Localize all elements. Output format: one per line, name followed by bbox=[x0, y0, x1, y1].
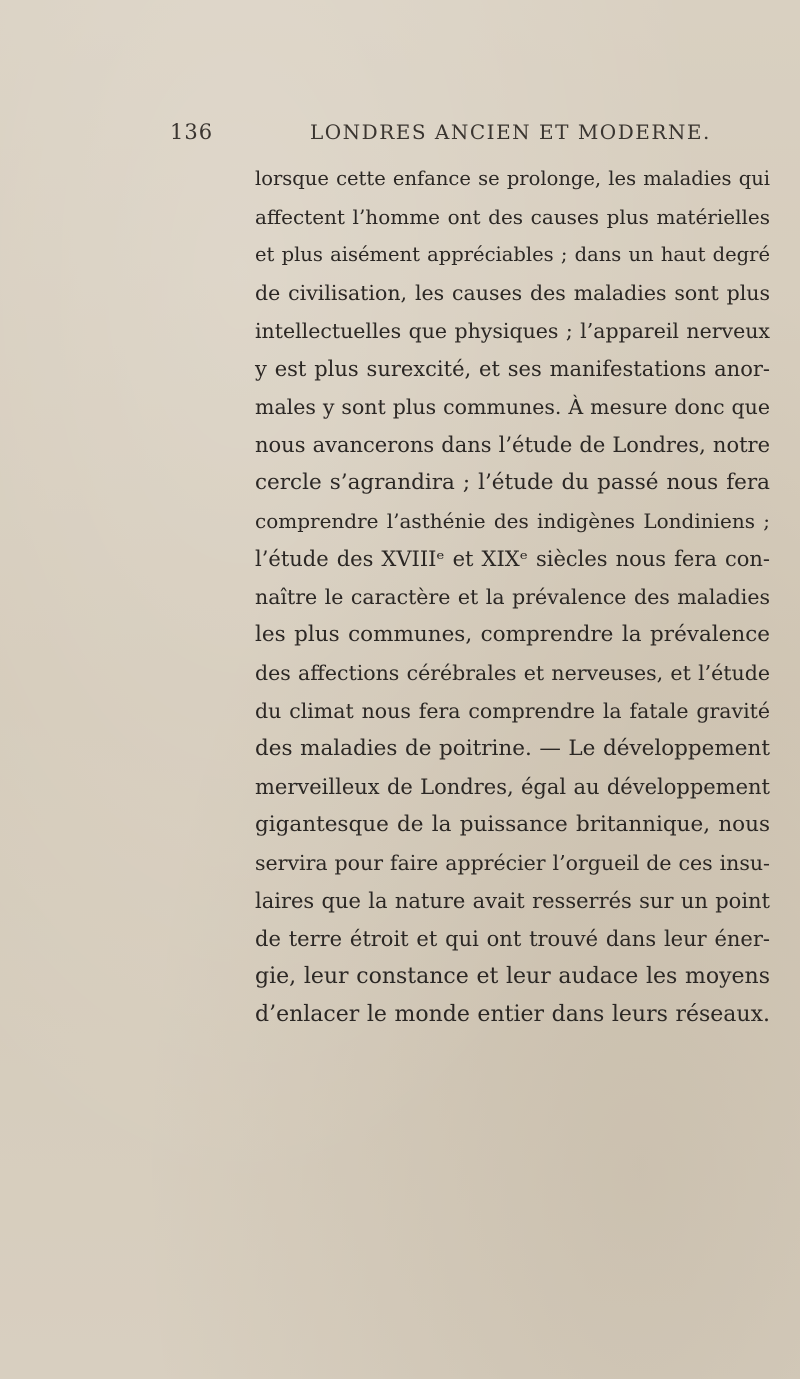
text-line: de terre étroit et qui ont trouvé dans leur éner- bbox=[255, 927, 770, 951]
text-line: lorsque cette enfance se prolonge, les maladies qui bbox=[255, 167, 770, 190]
running-title: LONDRES ANCIEN ET MODERNE. bbox=[310, 120, 711, 144]
text-line: affectent l’homme ont des causes plus matérielles bbox=[255, 205, 770, 229]
text-line: des affections cérébrales et nerveuses, et l’étude bbox=[255, 661, 770, 685]
page-number: 136 bbox=[170, 120, 214, 144]
text-line: servira pour faire apprécier l’orgueil de ces insu- bbox=[255, 851, 770, 875]
text-line: merveilleux de Londres, égal au développement bbox=[255, 775, 770, 799]
text-line: gigantesque de la puissance britannique, nous bbox=[255, 812, 770, 837]
text-line: nous avancerons dans l’étude de Londres, notre bbox=[255, 433, 770, 457]
text-line: et plus aisément appréciables ; dans un haut degré bbox=[255, 243, 770, 266]
text-line: cercle s’agrandira ; l’étude du passé nous fera bbox=[255, 470, 770, 495]
body-text bbox=[0, 150, 800, 1027]
text-line: intellectuelles que physiques ; l’appareil nerveux bbox=[255, 319, 770, 343]
text-line: males y sont plus communes. À mesure donc que bbox=[255, 395, 770, 419]
text-line: des maladies de poitrine. — Le développement bbox=[255, 736, 770, 761]
text-line: naître le caractère et la prévalence des maladies bbox=[255, 585, 770, 609]
text-line: comprendre l’asthénie des indigènes Londiniens ; bbox=[255, 509, 770, 533]
text-line: du climat nous fera comprendre la fatale gravité bbox=[255, 699, 770, 723]
text-line: de civilisation, les causes des maladies sont plus bbox=[255, 281, 770, 305]
text-line: laires que la nature avait resserrés sur un point bbox=[255, 889, 770, 913]
text-line: l’étude des XVIIIᵉ et XIXᵉ siècles nous fera con- bbox=[255, 547, 770, 571]
text-line: y est plus surexcité, et ses manifestations anor- bbox=[255, 357, 770, 381]
text-line: gie, leur constance et leur audace les moyens bbox=[255, 964, 770, 989]
text-line: d’enlacer le monde entier dans leurs réseaux. bbox=[255, 1002, 770, 1027]
text-line: les plus communes, comprendre la prévalence bbox=[255, 622, 770, 647]
